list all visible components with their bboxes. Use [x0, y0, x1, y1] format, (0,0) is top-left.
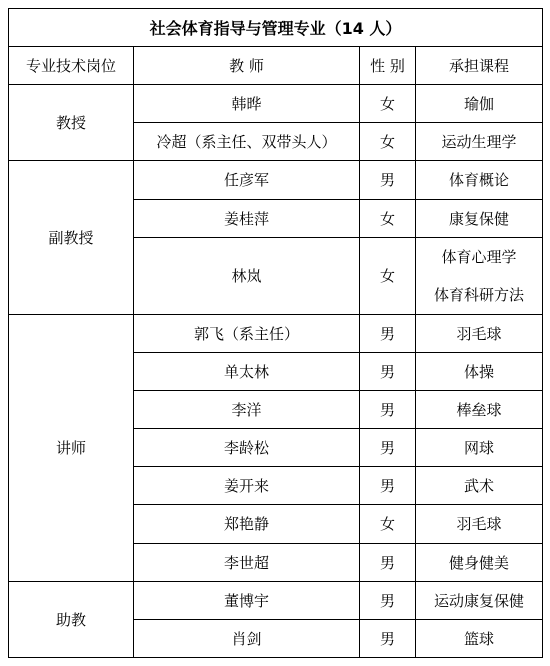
teacher-gender: 男 — [360, 314, 416, 352]
teacher-name: 姜桂萍 — [134, 199, 360, 237]
header-gender: 性 别 — [360, 47, 416, 85]
teacher-course: 瑜伽 — [416, 85, 543, 123]
teacher-course: 体操 — [416, 353, 543, 391]
teacher-course: 体育概论 — [416, 161, 543, 199]
group-associate: 副教授 — [9, 161, 134, 314]
faculty-table — [8, 8, 543, 658]
teacher-course: 武术 — [416, 467, 543, 505]
teacher-name: 董博宇 — [134, 581, 360, 619]
teacher-name: 李龄松 — [134, 429, 360, 467]
teacher-gender: 女 — [360, 199, 416, 237]
teacher-name: 冷超（系主任、双带头人） — [134, 123, 360, 161]
teacher-name: 郭飞（系主任） — [134, 314, 360, 352]
teacher-gender: 男 — [360, 429, 416, 467]
teacher-course: 棒垒球 — [416, 391, 543, 429]
table-title: 社会体育指导与管理专业（14 人） — [9, 9, 543, 47]
teacher-name: 肖剑 — [134, 619, 360, 657]
teacher-gender: 男 — [360, 353, 416, 391]
teacher-gender: 男 — [360, 161, 416, 199]
teacher-name: 单太林 — [134, 353, 360, 391]
group-lecturer: 讲师 — [9, 314, 134, 581]
teacher-gender: 女 — [360, 505, 416, 543]
teacher-course: 健身健美 — [416, 543, 543, 581]
course-line: 体育科研方法 — [434, 285, 525, 304]
teacher-gender: 男 — [360, 581, 416, 619]
table-row — [9, 314, 543, 352]
group-professor: 教授 — [9, 85, 134, 161]
teacher-course: 运动康复保健 — [416, 581, 543, 619]
teacher-gender: 男 — [360, 619, 416, 657]
teacher-course: 篮球 — [416, 619, 543, 657]
header-teacher: 教 师 — [134, 47, 360, 85]
teacher-gender: 女 — [360, 237, 416, 314]
teacher-name: 任彦军 — [134, 161, 360, 199]
title-row — [9, 9, 543, 47]
teacher-name: 李世超 — [134, 543, 360, 581]
teacher-name: 郑艳静 — [134, 505, 360, 543]
group-assistant: 助教 — [9, 581, 134, 657]
header-position: 专业技术岗位 — [9, 47, 134, 85]
teacher-gender: 女 — [360, 85, 416, 123]
table-row — [9, 581, 543, 619]
teacher-course: 运动生理学 — [416, 123, 543, 161]
teacher-name: 姜开来 — [134, 467, 360, 505]
teacher-name: 林岚 — [134, 237, 360, 314]
table-row — [9, 161, 543, 199]
teacher-gender: 女 — [360, 123, 416, 161]
teacher-gender: 男 — [360, 543, 416, 581]
teacher-course: 网球 — [416, 429, 543, 467]
teacher-gender: 男 — [360, 391, 416, 429]
teacher-name: 韩晔 — [134, 85, 360, 123]
teacher-course — [416, 237, 543, 314]
table-row — [9, 85, 543, 123]
teacher-gender: 男 — [360, 467, 416, 505]
header-course: 承担课程 — [416, 47, 543, 85]
teacher-course: 康复保健 — [416, 199, 543, 237]
teacher-name: 李洋 — [134, 391, 360, 429]
teacher-course: 羽毛球 — [416, 314, 543, 352]
course-line: 体育心理学 — [441, 247, 517, 266]
teacher-course: 羽毛球 — [416, 505, 543, 543]
header-row — [9, 47, 543, 85]
